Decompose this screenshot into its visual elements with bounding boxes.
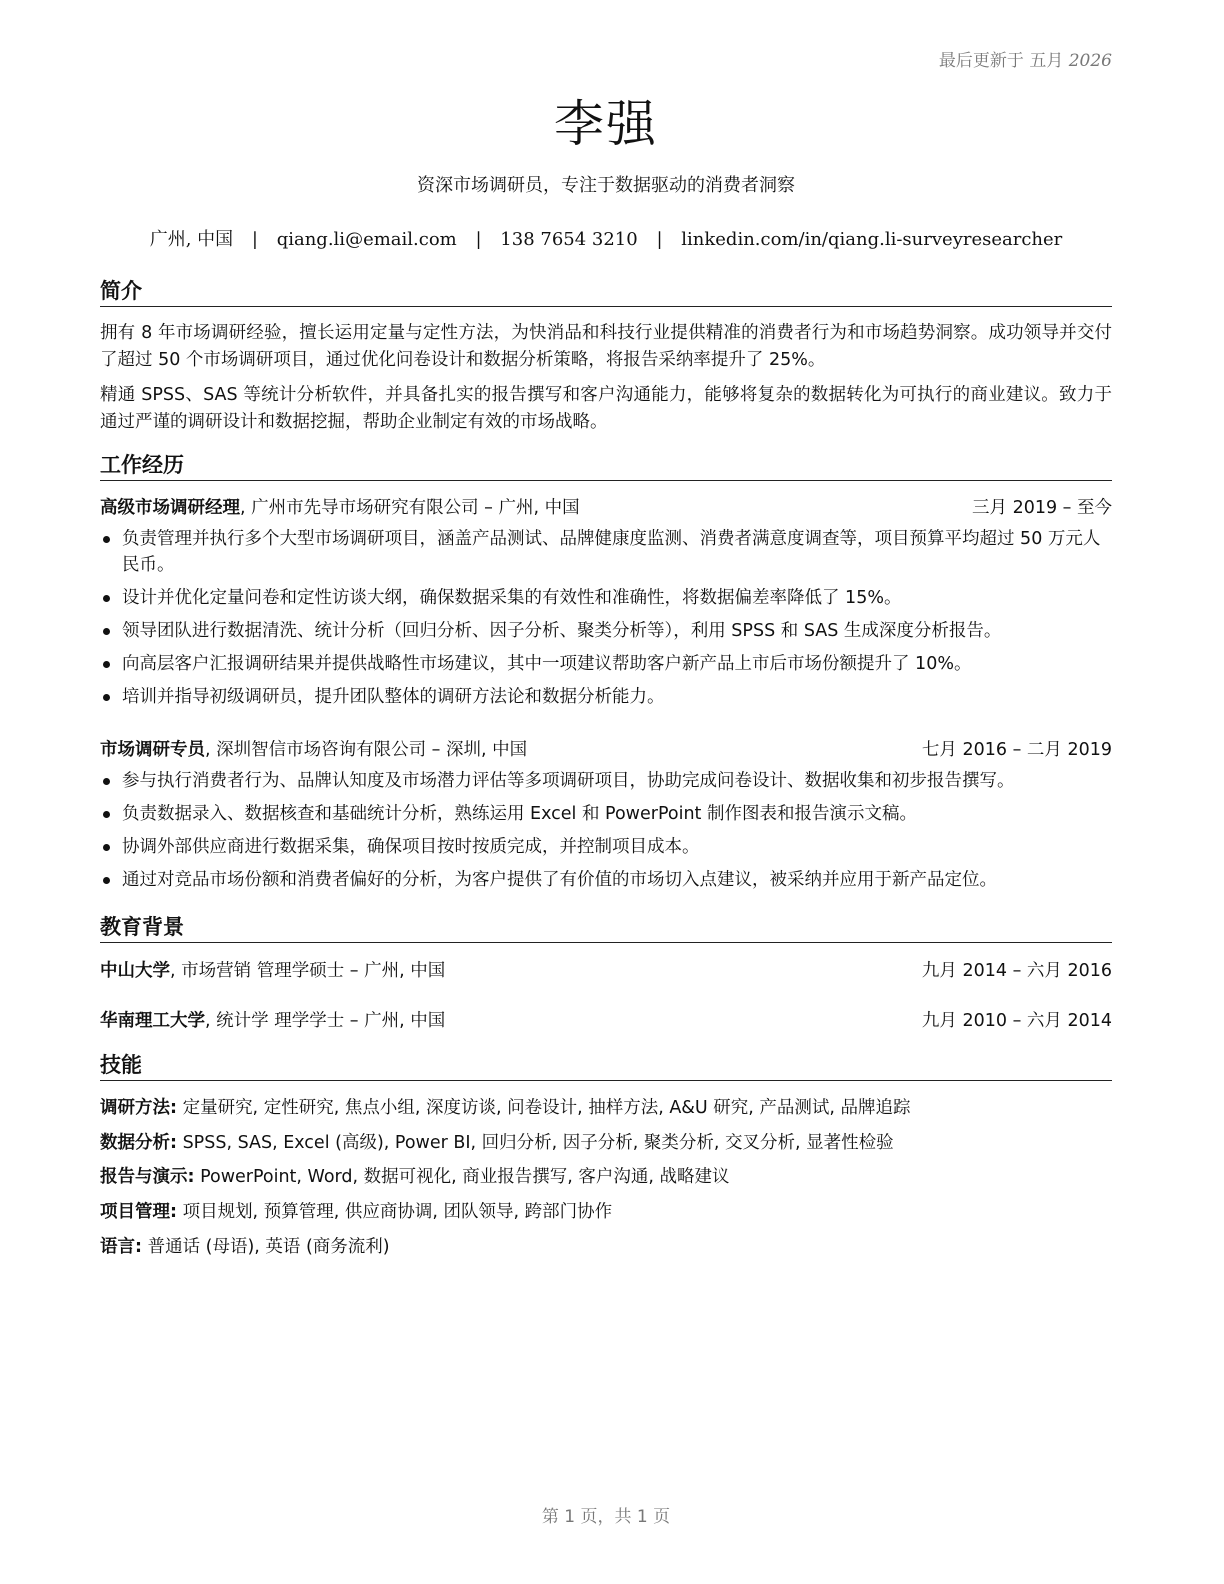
- education-item: [100, 958, 1112, 984]
- job-role: 市场调研专员: [100, 740, 205, 760]
- job-company: , 广州市先导市场研究有限公司 – 广州, 中国: [240, 498, 580, 518]
- education-detail: , 统计学 理学学士 – 广州, 中国: [205, 1011, 446, 1031]
- skill-row: [100, 1095, 1112, 1121]
- job-dates: 七月 2016 – 二月 2019: [921, 740, 1112, 760]
- contact-separator: |: [475, 229, 482, 250]
- job-company: , 深圳智信市场咨询有限公司 – 深圳, 中国: [205, 740, 528, 760]
- resume-page: [100, 0, 1112, 1584]
- job-role: 高级市场调研经理: [100, 498, 240, 518]
- job-bullets: [100, 526, 1112, 717]
- list-item: 领导团队进行数据清洗、统计分析（回归分析、因子分析、聚类分析等），利用 SPSS 和 SAS 生成深度分析报告。: [100, 618, 1112, 644]
- skill-row: [100, 1130, 1112, 1156]
- list-item: 培训并指导初级调研员，提升团队整体的调研方法论和数据分析能力。: [100, 684, 1112, 710]
- education-school: 中山大学: [100, 961, 170, 981]
- job-header: [100, 495, 1112, 521]
- skill-row: [100, 1164, 1112, 1190]
- skill-value: 定量研究, 定性研究, 焦点小组, 深度访谈, 问卷设计, 抽样方法, A&U 研究, 产品测试, 品牌追踪: [177, 1098, 911, 1118]
- list-item: 向高层客户汇报调研结果并提供战略性市场建议，其中一项建议帮助客户新产品上市后市场份额提升了 10%。: [100, 651, 1112, 677]
- education-detail: , 市场营销 管理学硕士 – 广州, 中国: [170, 961, 446, 981]
- section-title-experience: 工作经历: [100, 452, 1112, 481]
- list-item: 协调外部供应商进行数据采集，确保项目按时按质完成，并控制项目成本。: [100, 834, 1112, 860]
- summary-paragraph: 精通 SPSS、SAS 等统计分析软件，并具备扎实的报告撰写和客户沟通能力，能够将复杂的数据转化为可执行的商业建议。致力于通过严谨的调研设计和数据挖掘，帮助企业制定有效的市场战略。: [100, 385, 1112, 432]
- skill-value: SPSS, SAS, Excel (高级), Power BI, 回归分析, 因子分析, 聚类分析, 交叉分析, 显著性检验: [177, 1133, 894, 1153]
- contact-separator: |: [656, 229, 663, 250]
- contact-separator: |: [251, 229, 258, 250]
- education-item: [100, 1008, 1112, 1034]
- last-updated-prefix: 最后更新于 五月: [938, 51, 1064, 71]
- education-school: 华南理工大学: [100, 1011, 205, 1031]
- skill-value: 项目规划, 预算管理, 供应商协调, 团队领导, 跨部门协作: [177, 1202, 613, 1222]
- skill-value: PowerPoint, Word, 数据可视化, 商业报告撰写, 客户沟通, 战略建议: [194, 1167, 730, 1187]
- skill-row: [100, 1199, 1112, 1225]
- section-title-skills: 技能: [100, 1052, 1112, 1081]
- last-updated: [939, 46, 1112, 71]
- candidate-name: 李强: [554, 95, 658, 153]
- skill-row: [100, 1234, 1112, 1260]
- contact-line: [100, 225, 1112, 251]
- list-item: 负责数据录入、数据核查和基础统计分析，熟练运用 Excel 和 PowerPoint 制作图表和报告演示文稿。: [100, 801, 1112, 827]
- candidate-tagline: 资深市场调研员，专注于数据驱动的消费者洞察: [417, 175, 795, 196]
- job-header: [100, 737, 1112, 763]
- contact-linkedin[interactable]: linkedin.com/in/qiang.li-surveyresearcher: [681, 229, 1063, 250]
- list-item: 设计并优化定量问卷和定性访谈大纲，确保数据采集的有效性和准确性，将数据偏差率降低了 15%。: [100, 585, 1112, 611]
- contact-phone: 138 7654 3210: [500, 229, 638, 250]
- list-item: 通过对竞品市场份额和消费者偏好的分析，为客户提供了有价值的市场切入点建议，被采纳并应用于新产品定位。: [100, 867, 1112, 893]
- section-title-summary: 简介: [100, 278, 1112, 307]
- job-dates: 三月 2019 – 至今: [972, 498, 1112, 518]
- skill-label: 报告与演示:: [100, 1167, 195, 1187]
- job-bullets: [100, 768, 1112, 900]
- page-number: 第 1 页，共 1 页: [541, 1507, 671, 1527]
- skill-label: 语言:: [100, 1237, 142, 1257]
- contact-location: 广州, 中国: [149, 229, 234, 250]
- list-item: 参与执行消费者行为、品牌认知度及市场潜力评估等多项调研项目，协助完成问卷设计、数据收集和初步报告撰写。: [100, 768, 1112, 794]
- contact-email[interactable]: qiang.li@email.com: [276, 229, 457, 250]
- education-dates: 九月 2010 – 六月 2014: [921, 1011, 1112, 1031]
- skill-label: 项目管理:: [100, 1202, 177, 1222]
- education-dates: 九月 2014 – 六月 2016: [921, 961, 1112, 981]
- list-item: 负责管理并执行多个大型市场调研项目，涵盖产品测试、品牌健康度监测、消费者满意度调查等，项目预算平均超过 50 万元人民币。: [100, 526, 1112, 578]
- skill-value: 普通话 (母语), 英语 (商务流利): [142, 1237, 390, 1257]
- last-updated-year: 2026: [1068, 51, 1112, 71]
- section-title-education: 教育背景: [100, 914, 1112, 943]
- skill-label: 调研方法:: [100, 1098, 177, 1118]
- summary-paragraph: 拥有 8 年市场调研经验，擅长运用定量与定性方法，为快消品和科技行业提供精准的消费者行为和市场趋势洞察。成功领导并交付了超过 50 个市场调研项目，通过优化问卷设计和数据分析策略，将报告采纳率提升了 25%。: [100, 323, 1112, 370]
- skill-label: 数据分析:: [100, 1133, 177, 1153]
